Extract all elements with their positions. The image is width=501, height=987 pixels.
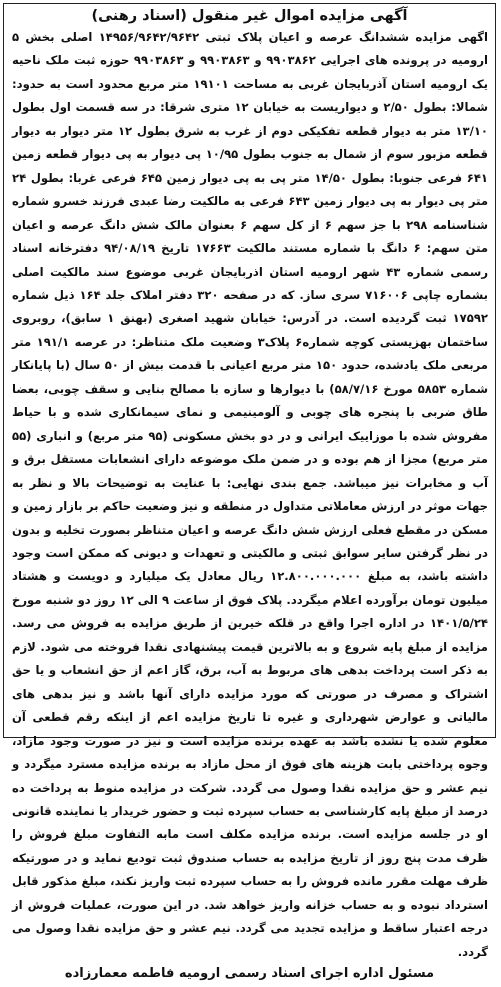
notice-body: اگهی مزایده ششدانگ عرصه و اعیان پلاک ثبتی ۱۴۹۵۶/۹۶۴۲/۹۶۴۲ اصلی بخش ۵ ارومیه در پرونده های اجرایی ۹۹۰۳۸۶۲ و ۹۹۰۳۸۶۳ و ۹۹۰۳۸۶۳ حوزه ثبت ملک ناحیه یک ارومیه استان آذربایجان غربی به مساحت ۱۹۱۰۱ متر مربع محدود است به حدود: شمالا: بطول ۲/۵۰ و دیواریست به خیابان ۱۲ متری شرقا: در سه قسمت اول بطول ۱۳/۱۰ متر به دیوار قطعه تفکیکی دوم از غرب به شرق بطول ۱۲ متر دیوار به دیوار قطعه مزبور سوم از شمال به جنوب بطول ۱۰/۹۵ پی دیوار به پی دیوار قطعه زمین ۶۴۱ فرعی جنوبا: بطول ۱۴/۵۰ متر پی به پی دیوار زمین ۶۴۵ فرعی غربا: بطول ۲۴ متر پی دیوار به پی دیوار زمین ۶۴۳ فرعی به مالکیت رضا عبدی فرزند خسرو شماره شناسنامه ۲۹۸ با جز سهم ۶ از کل سهم ۶ بعنوان مالک شش دانگ عرصه و اعیان متن سهم: ۶ دانگ با شماره مستند مالکیت ۱۷۶۶۳ تاریخ ۹۴/۰۸/۱۹ دفترخانه اسناد رسمی شماره ۴۳ شهر ارومیه استان اذربایجان غربی موضوع سند مالکیت اصلی بشماره چاپی ۷۱۶۰۰۶ سری ساز. که در صفحه ۳۲۰ دفتر املاک جلد ۱۶۴ ذیل شماره ۱۷۵۹۲ ثبت گردیده است. در آدرس: خیابان شهید اصغری (بهنق ۱ سابق)، روبروی ساختمان بهزیستی کوچه شماره۶ پلاک۳ وضعیت ملک متناظر: در عرصه ۱۹۱/۱ متر مربعی ملک یادشده، حدود ۱۵۰ متر مربع اعیانی با قدمت بیش از ۵۰ سال (با پایانکار شماره ۵۸۵۳ مورخ ۵۸/۷/۱۶) با دیوارها و سازه با مصالح بنایی و سقف چوبی، بعضا طاق ضربی با پنجره های چوبی و آلومینیمی و نمای سیمانکاری شده و با حیاط مفروش شده با موزاییک ایرانی و در دو بخش مسکونی (۹۵ متر مربع) و انباری (۵۵ متر مربع) مجزا از هم بوده و در ضمن ملک موضوعه دارای انشعابات مستقل برق و آب و مخابرات نیز میباشد. جمع بندی نهایی: با عنایت به توضیحات بالا و نظر به جهات موثر در ارزش معاملاتی متداول در منطقه و نیز وضعیت حاکم بر بازار زمین و مسکن در مقطع فعلی ارزش شش دانگ عرصه و اعیان متناظر بصورت تخلیه و بدون در نظر گرفتن سایر سوابق ثبتی و مالکیتی و تعهدات و دیونی که ممکن است وجود داشته باشد، به مبلغ ۱۲.۸۰۰.۰۰۰.۰۰۰ ریال معادل یک میلیارد و دویست و هشتاد میلیون تومان برآورده اعلام میگردد. پلاک فوق از ساعت ۹ الی ۱۲ روز دو شنبه مورخ ۱۴۰۱/۵/۲۴ در اداره اجرا واقع در قلکه خیرین از طریق مزایده به فروش می رسد. مزایده از مبلغ پایه شروع و به بالاترین قیمت پیشنهادی نقدا فروخته می شود. لازم به ذکر است پرداخت بدهی های مربوط به آب، برق، گاز اعم از حق انشعاب و یا حق اشتراک و مصرف در صورتی که مورد مزایده دارای آنها باشد و نیز بدهی های مالیاتی و عوارض شهرداری و غیره تا تاریخ مزایده اعم از اینکه رقم قطعی آن معلوم شده یا نشده باشد به عهده برنده مزایده است و نیز در صورت وجود مازاد، وجوه پرداختی بابت هزینه های فوق از محل مازاد به برنده مزایده مسترد میگردد و نیم عشر و حق مزایده نقدا وصول می گردد. شرکت در مزایده منوط به پرداخت ده درصد از مبلغ پایه کارشناسی به حساب سپرده ثبت و حضور خریدار یا نماینده قانونی او در جلسه مزایده است. برنده مزایده مکلف است مابه التفاوت مبلغ فروش را ظرف مدت پنج روز از تاریخ مزایده به حساب صندوق ثبت تودیع نماید و در صورتیکه ظرف مهلت مقرر مانده فروش را به حساب سپرده ثبت واریز نکند، مبلغ مذکور قابل استرداد نبوده و به حساب خزانه واریز خواهد شد. در این صورت، عملیات فروش از درجه اعتبار ساقط و مزایده تجدید می گردد. نیم عشر و حق مزایده نقدا وصول می گردد. <box>12 30 489 959</box>
notice-signature: مسئول اداره اجرای اسناد رسمی ارومیه فاطمه معمارزاده <box>64 966 435 982</box>
notice-title: آگهی مزایده اموال غیر منقول (اسناد رهنی) <box>91 8 408 24</box>
auction-notice <box>3 3 496 982</box>
